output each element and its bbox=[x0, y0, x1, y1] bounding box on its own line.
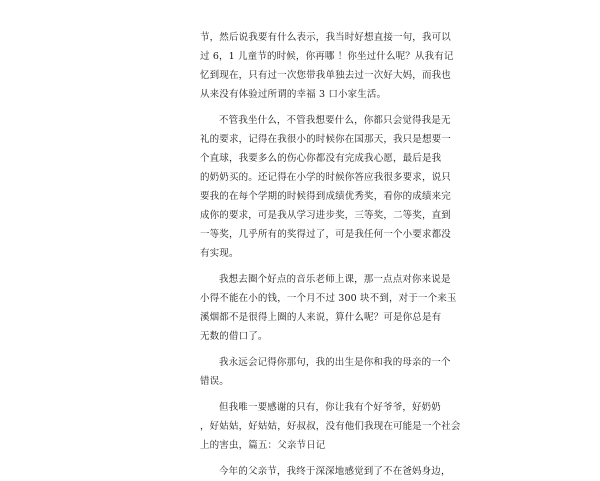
paragraph bbox=[200, 270, 457, 346]
text-line: 要我的在每个学期的时候得到成绩优秀奖，看你的成绩来完 bbox=[200, 191, 451, 202]
text-line: 今年的父亲节，我终于深深地感觉到了不在爸妈身边， bbox=[219, 466, 451, 477]
paragraph bbox=[200, 462, 451, 481]
paragraph bbox=[200, 28, 454, 104]
text-line: 不管我坐什么，不管我想要什么，你都只会觉得我是无 bbox=[219, 115, 451, 126]
text-line: 有实现。 bbox=[200, 248, 239, 259]
paragraph-gap bbox=[200, 391, 405, 398]
text-line: 节，然后说我要有什么表示，我当时好想直接一句，我可以 bbox=[200, 32, 451, 43]
text-line: ，好姑姑，好姑姑，好叔叔，没有他们我现在可能是一个社会 bbox=[200, 421, 461, 432]
text-line: 过 6，1 儿童节的时候，你再哪 ！你坐过什么呢？从我有记 bbox=[200, 51, 454, 62]
text-line: 无数的借口了。 bbox=[200, 331, 268, 342]
text-line: 错误。 bbox=[200, 376, 229, 387]
text-line: 但我唯一要感谢的只有，你让我有个好爷爷，好奶奶 bbox=[219, 402, 441, 413]
text-line: 上的害虫，篇五：父亲节日记 bbox=[200, 440, 326, 451]
text-line: 一等奖，几乎所有的奖得过了，可是我任何一个小要求都没 bbox=[200, 229, 451, 240]
paragraph-gap bbox=[200, 104, 405, 111]
paragraph bbox=[200, 398, 461, 455]
paragraph-gap bbox=[200, 455, 405, 462]
text-line: 溪烟都不是很得上圈的人来说，算什么呢？可是你总是有 bbox=[200, 312, 442, 323]
paragraph-gap bbox=[200, 263, 405, 270]
text-line: 我想去圈个好点的音乐老师上课，那一点点对你来说是 bbox=[219, 274, 451, 285]
text-line: 的奶奶买的。还记得在小学的时候你答应我很多要求，说只 bbox=[200, 172, 451, 183]
text-line: 礼的要求，记得在我很小的时候你在国那天，我只是想要一 bbox=[200, 134, 451, 145]
text-line: 我永远会记得你那句，我的出生是你和我的母亲的一个 bbox=[219, 357, 451, 368]
paragraph bbox=[200, 353, 451, 391]
text-line: 个直球，我要多么的伤心你都没有完成我心愿，最后是我 bbox=[200, 153, 442, 164]
paragraph bbox=[200, 111, 451, 263]
text-line: 成你的要求，可是我从学习进步奖，三等奖，二等奖，直到 bbox=[200, 210, 451, 221]
paragraph-gap bbox=[200, 346, 405, 353]
text-line: 从来没有体验过所谓的幸福 3 口小家生活。 bbox=[200, 89, 387, 100]
text-line: 小得不能在小的钱，一个月不过 300 块不到，对于一个来玉 bbox=[200, 293, 457, 304]
text-line: 忆到现在，只有过一次您带我单独去过一次好大妈，而我也 bbox=[200, 70, 451, 81]
text-column bbox=[200, 28, 461, 481]
